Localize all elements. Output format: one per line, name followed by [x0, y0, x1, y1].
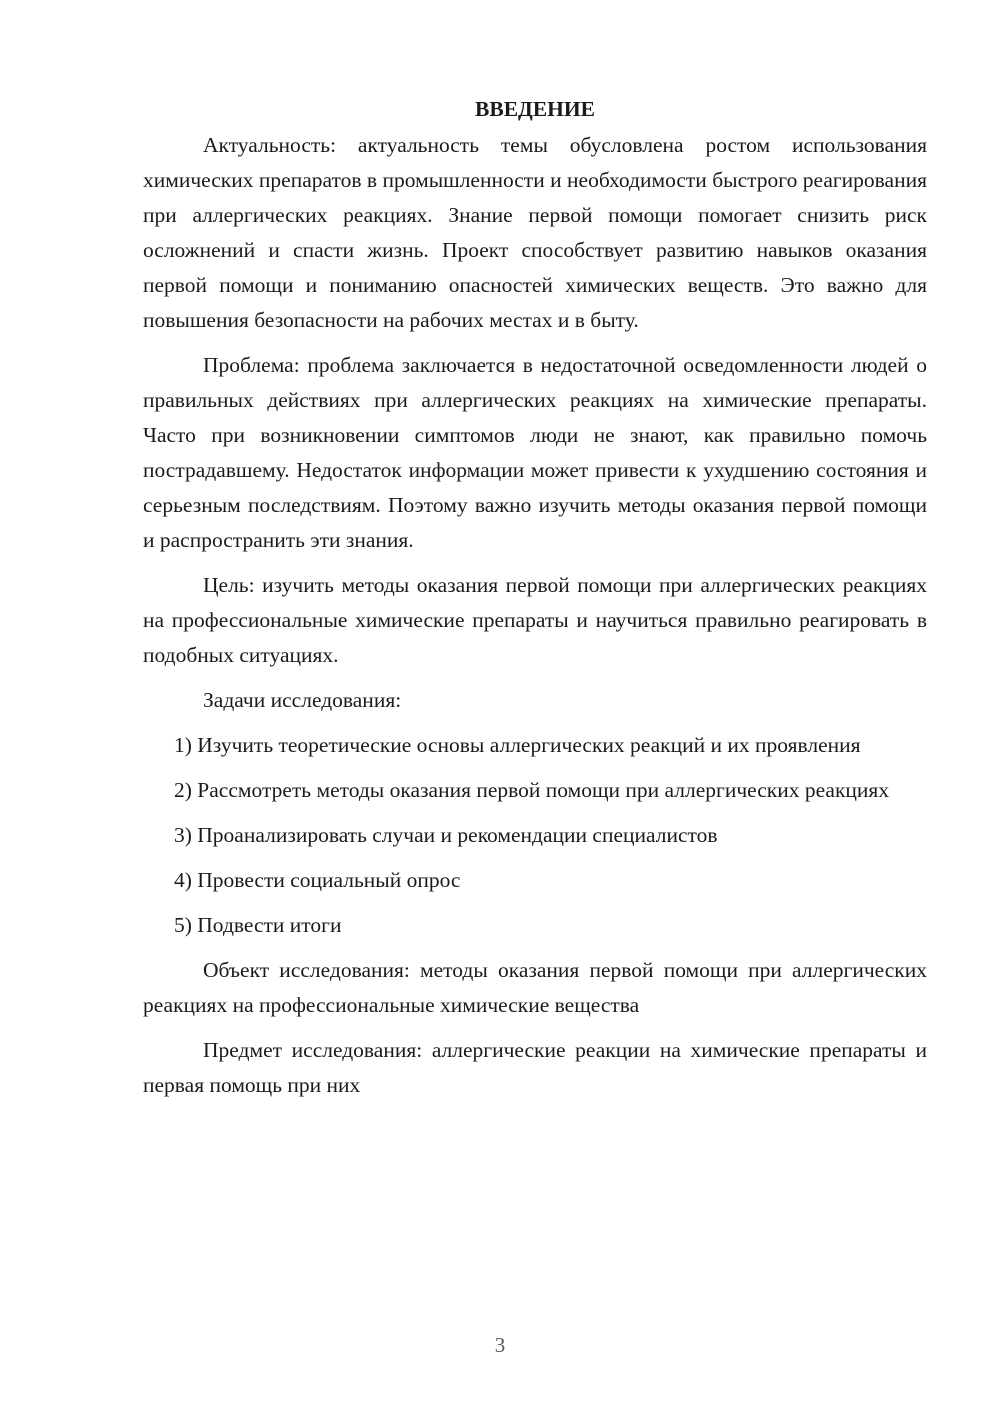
subject-paragraph: Предмет исследования: аллергические реакции на химические препараты и первая помощь при них [143, 1038, 927, 1097]
task-item-2: 2) Рассмотреть методы оказания первой помощи при аллергических реакциях [174, 778, 890, 802]
task-item-1: 1) Изучить теоретические основы аллергических реакций и их проявления [174, 733, 861, 757]
goal-paragraph: Цель: изучить методы оказания первой помощи при аллергических реакциях на профессиональные химические препараты и научиться правильно реагировать в подобных ситуациях. [143, 573, 927, 667]
page-number: 3 [494, 1333, 506, 1357]
tasks-heading: Задачи исследования: [203, 688, 402, 712]
task-item-3: 3) Проанализировать случаи и рекомендации специалистов [174, 823, 718, 847]
section-title: ВВЕДЕНИЕ [475, 97, 595, 121]
task-item-5: 5) Подвести итоги [174, 913, 342, 937]
page-content [143, 92, 927, 1113]
object-paragraph: Объект исследования: методы оказания первой помощи при аллергических реакциях на профессиональные химические вещества [143, 958, 927, 1017]
task-item-4: 4) Провести социальный опрос [174, 868, 461, 892]
relevance-paragraph: Актуальность: актуальность темы обусловлена ростом использования химических препаратов в промышленности и необходимости быстрого реагирования при аллергических реакциях. Знание первой помощи помогает снизить риск осложнений и спасти жизнь. Проект способствует развитию навыков оказания первой помощи и пониманию опасностей химических веществ. Это важно для повышения безопасности на рабочих местах и в быту. [143, 133, 927, 332]
problem-paragraph: Проблема: проблема заключается в недостаточной осведомленности людей о правильных действиях при аллергических реакциях на химические препараты. Часто при возникновении симптомов люди не знают, как правильно помочь пострадавшему. Недостаток информации может привести к ухудшению состояния и серьезным последствиям. Поэтому важно изучить методы оказания первой помощи и распространить эти знания. [143, 353, 927, 552]
